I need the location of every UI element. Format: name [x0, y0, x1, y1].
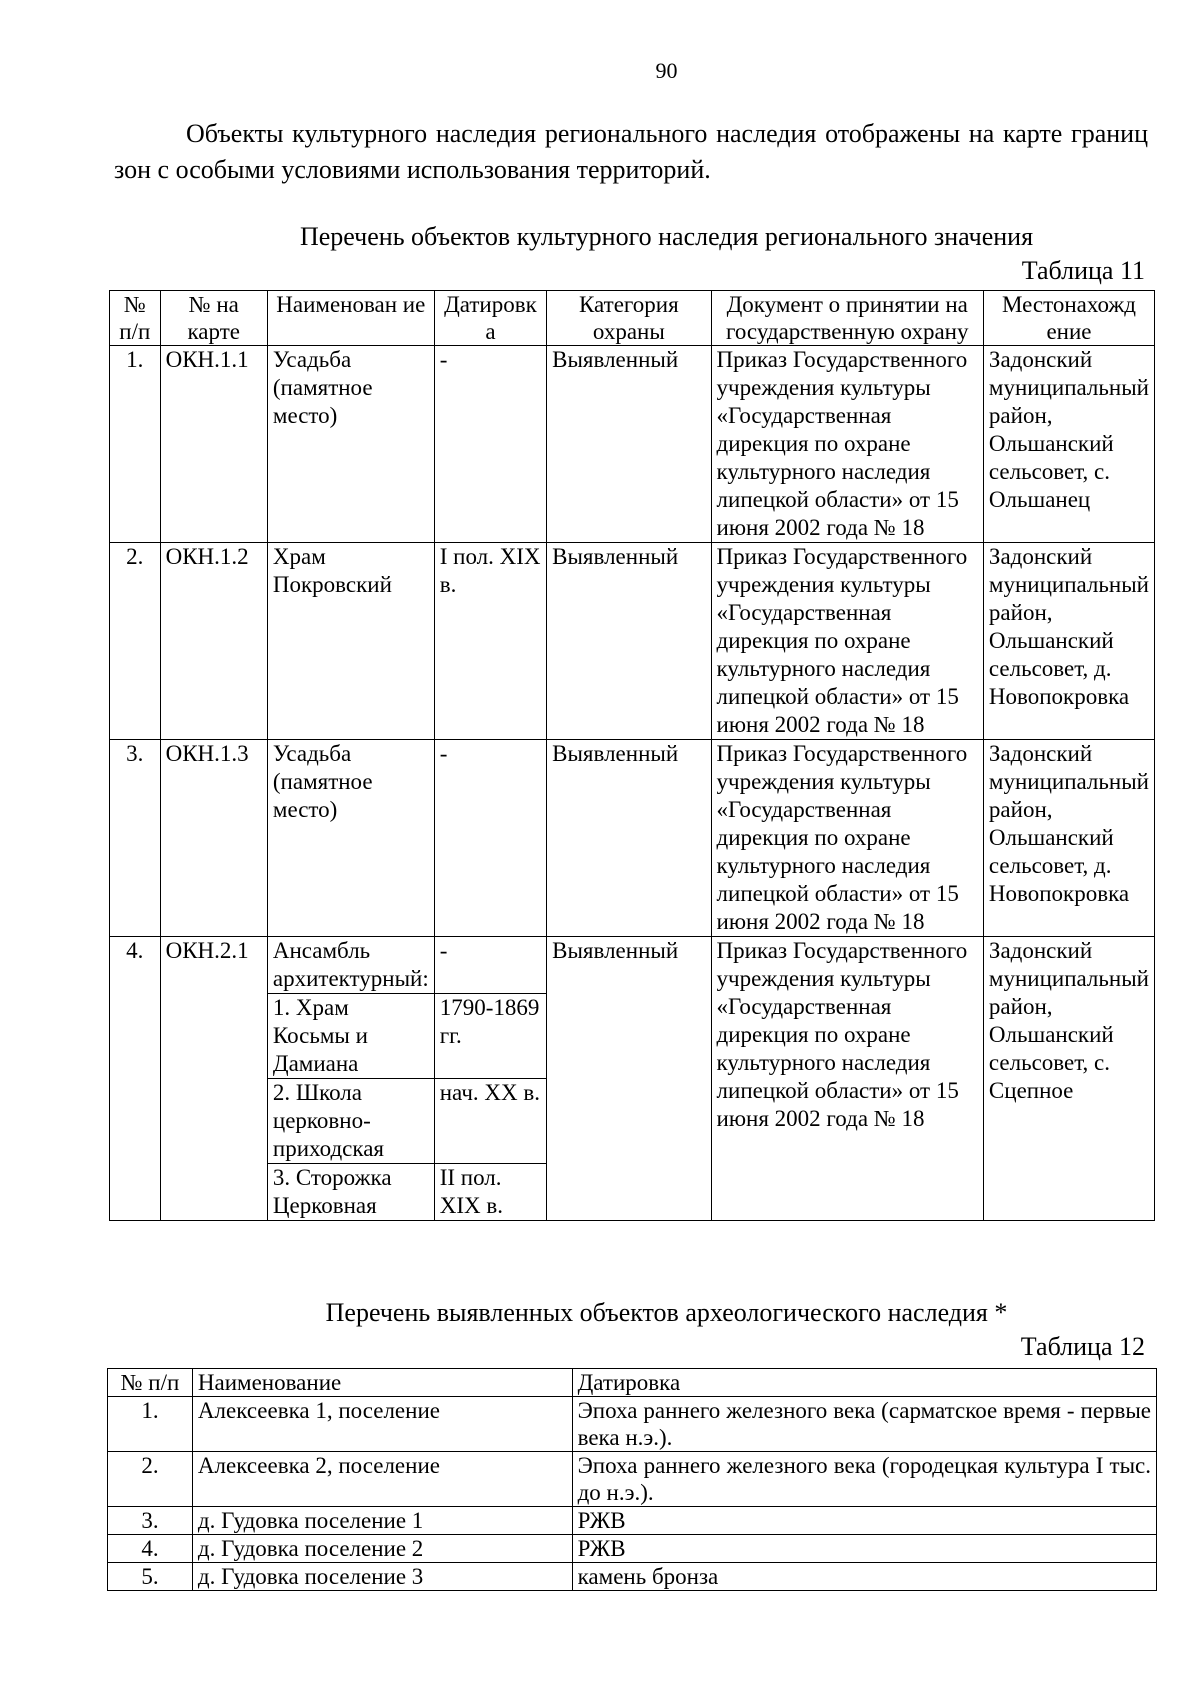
header-name: Наименован ие — [267, 291, 434, 346]
header-location: Местонахожд ение — [983, 291, 1154, 346]
row-name: Алексеевка 1, поселение — [192, 1397, 572, 1452]
row-date: I пол. XIX в. — [434, 543, 546, 740]
row-name: д. Гудовка поселение 2 — [192, 1535, 572, 1563]
row-name: д. Гудовка поселение 1 — [192, 1507, 572, 1535]
row-name: д. Гудовка поселение 3 — [192, 1563, 572, 1591]
intro-paragraph: Объекты культурного наследия регионального наследия отображены на карте границ зон с особыми условиями использования территорий. — [114, 119, 1148, 184]
row-num: 1. — [110, 346, 161, 543]
table12-label: Таблица 12 — [1020, 1332, 1145, 1361]
row-num: 5. — [108, 1563, 193, 1591]
row-num: 4. — [110, 937, 161, 1221]
row-date: РЖВ — [572, 1507, 1156, 1535]
row-date: камень бронза — [572, 1563, 1156, 1591]
ensemble-row — [110, 937, 1155, 994]
row-location: Задонский муниципальный район, Ольшанский сельсовет, с. Сцепное — [983, 937, 1154, 1221]
table-row — [108, 1563, 1157, 1591]
row-date: - — [434, 937, 546, 994]
row-num: 3. — [108, 1507, 193, 1535]
row-num: 1. — [108, 1397, 193, 1452]
table-row — [108, 1535, 1157, 1563]
item-name: 3. Сторожка Церковная — [267, 1164, 434, 1221]
table-header-row — [108, 1369, 1157, 1397]
row-date: Эпоха раннего железного века (городецкая культура I тыс. до н.э.). — [572, 1452, 1156, 1507]
row-date: Эпоха раннего железного века (сарматское время - первые века н.э.). — [572, 1397, 1156, 1452]
row-num: 2. — [110, 543, 161, 740]
table12-caption: Перечень выявленных объектов археологического наследия * — [325, 1298, 1008, 1327]
header-num: № п/п — [110, 291, 161, 346]
header-date: Датировка — [572, 1369, 1156, 1397]
table11-caption: Перечень объектов культурного наследия регионального значения — [299, 222, 1034, 251]
item-date: 1790-1869 гг. — [434, 994, 546, 1079]
item-name: 1. Храм Косьмы и Дамиана — [267, 994, 434, 1079]
item-name: 2. Школа церковно-приходская — [267, 1079, 434, 1164]
row-name: Усадьба (памятное место) — [267, 740, 434, 937]
row-map: ОКН.2.1 — [160, 937, 267, 1221]
row-category: Выявленный — [547, 346, 711, 543]
row-location: Задонский муниципальный район, Ольшанский сельсовет, д. Новопокровка — [983, 543, 1154, 740]
row-name: Алексеевка 2, поселение — [192, 1452, 572, 1507]
header-document: Документ о принятии на государственную охрану — [711, 291, 983, 346]
row-name: Храм Покровский — [267, 543, 434, 740]
row-date: - — [434, 740, 546, 937]
row-document: Приказ Государственного учреждения культуры «Государственная дирекция по охране культурного наследия липецкой области» от 15 июня 2002 года № 18 — [711, 740, 983, 937]
row-map: ОКН.1.1 — [160, 346, 267, 543]
row-date: РЖВ — [572, 1535, 1156, 1563]
header-date: Датировк а — [434, 291, 546, 346]
row-num: 2. — [108, 1452, 193, 1507]
row-map: ОКН.1.3 — [160, 740, 267, 937]
row-name: Усадьба (памятное место) — [267, 346, 434, 543]
table-row — [108, 1452, 1157, 1507]
row-category: Выявленный — [547, 740, 711, 937]
row-num: 3. — [110, 740, 161, 937]
item-date: нач. XX в. — [434, 1079, 546, 1164]
row-document: Приказ Государственного учреждения культуры «Государственная дирекция по охране культурного наследия липецкой области» от 15 июня 2002 года № 18 — [711, 346, 983, 543]
row-category: Выявленный — [547, 937, 711, 1221]
table-row — [108, 1397, 1157, 1452]
row-num: 4. — [108, 1535, 193, 1563]
row-name: Ансамбль архитектурный: — [267, 937, 434, 994]
table-row — [108, 1507, 1157, 1535]
row-date: - — [434, 346, 546, 543]
item-date: II пол. XIX в. — [434, 1164, 546, 1221]
table-header-row — [110, 291, 1155, 346]
cultural-heritage-table — [109, 290, 1155, 1221]
header-num: № п/п — [108, 1369, 193, 1397]
row-location: Задонский муниципальный район, Ольшанский сельсовет, с. Ольшанец — [983, 346, 1154, 543]
archaeological-heritage-table — [107, 1368, 1157, 1591]
row-category: Выявленный — [547, 543, 711, 740]
table-row — [110, 543, 1155, 740]
row-document: Приказ Государственного учреждения культуры «Государственная дирекция по охране культурного наследия липецкой области» от 15 июня 2002 года № 18 — [711, 937, 983, 1221]
header-map: № на карте — [160, 291, 267, 346]
row-location: Задонский муниципальный район, Ольшанский сельсовет, д. Новопокровка — [983, 740, 1154, 937]
table-row — [110, 346, 1155, 543]
header-category: Категория охраны — [547, 291, 711, 346]
table11-label: Таблица 11 — [1021, 256, 1145, 285]
row-map: ОКН.1.2 — [160, 543, 267, 740]
table-row — [110, 740, 1155, 937]
header-name: Наименование — [192, 1369, 572, 1397]
page-number: 90 — [655, 58, 678, 83]
row-document: Приказ Государственного учреждения культуры «Государственная дирекция по охране культурного наследия липецкой области» от 15 июня 2002 года № 18 — [711, 543, 983, 740]
